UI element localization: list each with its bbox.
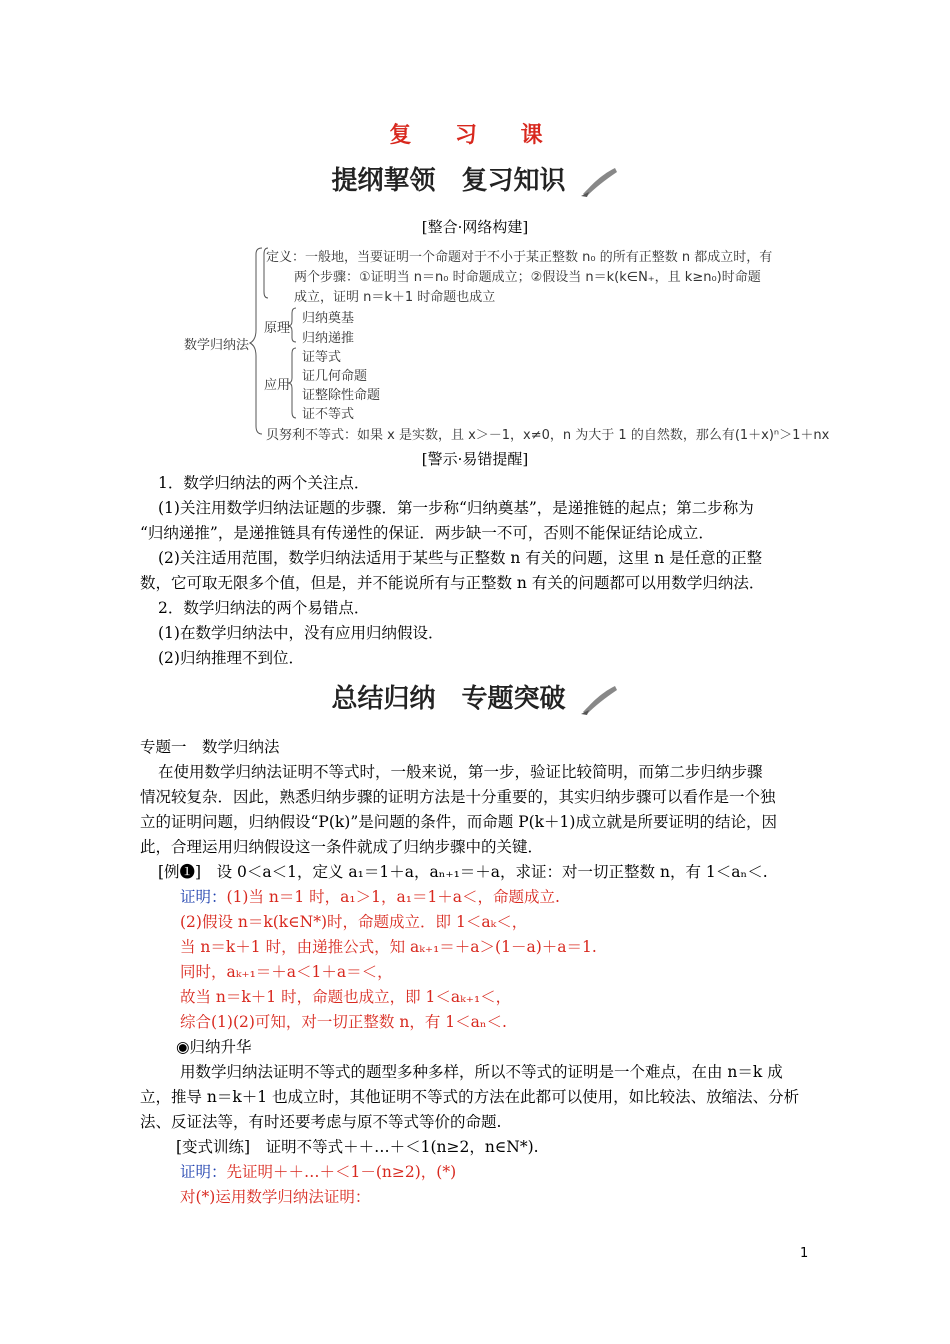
diagram-principle-item: 归纳递推 — [302, 331, 355, 346]
topic-para: 在使用数学归纳法证明不等式时，一般来说，第一步，验证比较简明，而第二步归纳步骤 — [158, 763, 763, 781]
topic-para: 立的证明问题，归纳假设“P(k)”是问题的条件，而命题 P(k＋1)成立就是所要证明的结论，因 — [140, 813, 777, 831]
para: (2)关注适用范围，数学归纳法适用于某些与正整数 n 有关的问题，这里 n 是任意的正整 — [158, 549, 763, 567]
topic-para: 情况较复杂．因此，熟悉归纳步骤的证明方法是十分重要的，其实归纳步骤可以看作是一个独 — [140, 788, 776, 806]
proof-text: (1)当 n＝1 时，a₁＞1，a₁＝1＋a＜，命题成立. — [226, 888, 560, 906]
exercise-problem: [变式训练] 证明不等式＋＋…＋＜1(n≥2，n∈N*). — [176, 1138, 539, 1156]
proof-line-1 — [180, 886, 860, 908]
diagram-def-line1: 定义：一般地，当要证明一个命题对于不小于某正整数 n₀ 的所有正整数 n 都成立时，有 — [266, 250, 773, 265]
diagram-principle-label: 原理 — [264, 321, 291, 336]
diagram-def-line3: 成立，证明 n＝k＋1 时命题也成立 — [294, 290, 496, 305]
para: 数，它可取无限多个值，但是，并不能说所有与正整数 n 有关的问题都可以用数学归纳法． — [140, 574, 765, 592]
diagram-app-item: 证几何命题 — [302, 369, 368, 384]
page-number: 1 — [800, 1246, 809, 1261]
page-title: 复 习 课 — [389, 122, 561, 148]
proof-line: 同时，aₖ₊₁＝＋a＜1＋a＝＜， — [180, 963, 393, 981]
exercise-proof-label: 证明： — [180, 1163, 227, 1181]
proof-line: 综合(1)(2)可知，对一切正整数 n，有 1＜aₙ＜. — [180, 1013, 507, 1031]
diagram-app-item: 证不等式 — [302, 407, 355, 422]
proof-line: 故当 n＝k＋1 时，命题也成立，即 1＜aₖ₊₁＜， — [180, 988, 512, 1006]
topic-title: 专题一 数学归纳法 — [140, 738, 280, 756]
proof-label: 证明： — [180, 888, 227, 906]
diagram-app-item: 证等式 — [302, 350, 342, 365]
para: (1)在数学归纳法中，没有应用归纳假设． — [158, 624, 444, 642]
summary-para: 法、反证法等，有时还要考虑与原不等式等价的命题. — [140, 1113, 502, 1131]
brush-icon — [579, 684, 619, 716]
para: 1．数学归纳法的两个关注点． — [158, 474, 370, 492]
para: “归纳递推”，是递推链具有传递性的保证．两步缺一不可，否则不能保证结论成立． — [140, 524, 714, 542]
summary-title: ◉归纳升华 — [176, 1038, 252, 1056]
summary-para: 用数学归纳法证明不等式的题型多种多样，所以不等式的证明是一个难点，在由 n＝k 成 — [180, 1063, 783, 1081]
section-warning: [警示·易错提醒] — [421, 450, 529, 468]
diagram-root: 数学归纳法 — [184, 338, 250, 353]
summary-para: 立，推导 n＝k＋1 也成立时，其他证明不等式的方法在此都可以使用，如比较法、放缩法、分析 — [140, 1088, 800, 1106]
para: (1)关注用数学归纳法证题的步骤．第一步称“归纳奠基”，是递推链的起点；第二步称为 — [158, 499, 754, 517]
proof-line: 当 n＝k＋1 时，由递推公式，知 aₖ₊₁＝＋a＞(1－a)＋a＝1. — [180, 938, 597, 956]
knowledge-diagram — [140, 240, 840, 445]
para: (2)归纳推理不到位． — [158, 649, 304, 667]
exercise-proof-line-2: 对(*)运用数学归纳法证明： — [180, 1188, 371, 1206]
exercise-proof-text: 先证明＋＋…＋＜1－(n≥2)，(*) — [226, 1163, 457, 1181]
topic-para: 此，合理运用归纳假设这一条件就成了归纳步骤中的关键． — [140, 838, 544, 856]
para: 2．数学归纳法的两个易错点． — [158, 599, 370, 617]
example-problem: [例❶] 设 0＜a＜1，定义 a₁＝1＋a，aₙ₊₁＝＋a，求证：对一切正整数 n，有 1＜aₙ＜. — [158, 863, 768, 881]
section-integrate: [整合·网络构建] — [421, 218, 529, 236]
brush-icon — [579, 166, 619, 198]
banner-review-knowledge — [0, 160, 950, 198]
diagram-app-label: 应用 — [264, 378, 291, 393]
banner-topic-breakthrough — [0, 678, 950, 716]
banner-text: 总结归纳 专题突破 — [331, 684, 566, 714]
diagram-principle-item: 归纳奠基 — [302, 311, 355, 326]
proof-line: (2)假设 n＝k(k∈N*)时，命题成立．即 1＜aₖ＜， — [180, 913, 528, 931]
exercise-proof-line-1 — [180, 1161, 860, 1183]
diagram-bernoulli: 贝努利不等式：如果 x 是实数，且 x＞－1，x≠0，n 为大于 1 的自然数，那么有(1＋x)ⁿ＞1＋nx — [266, 428, 830, 443]
banner-text: 提纲挈领 复习知识 — [331, 166, 566, 196]
diagram-app-item: 证整除性命题 — [302, 388, 381, 403]
diagram-def-line2: 两个步骤：①证明当 n＝n₀ 时命题成立；②假设当 n＝k(k∈N₊，且 k≥n₀)时命题 — [294, 270, 761, 285]
